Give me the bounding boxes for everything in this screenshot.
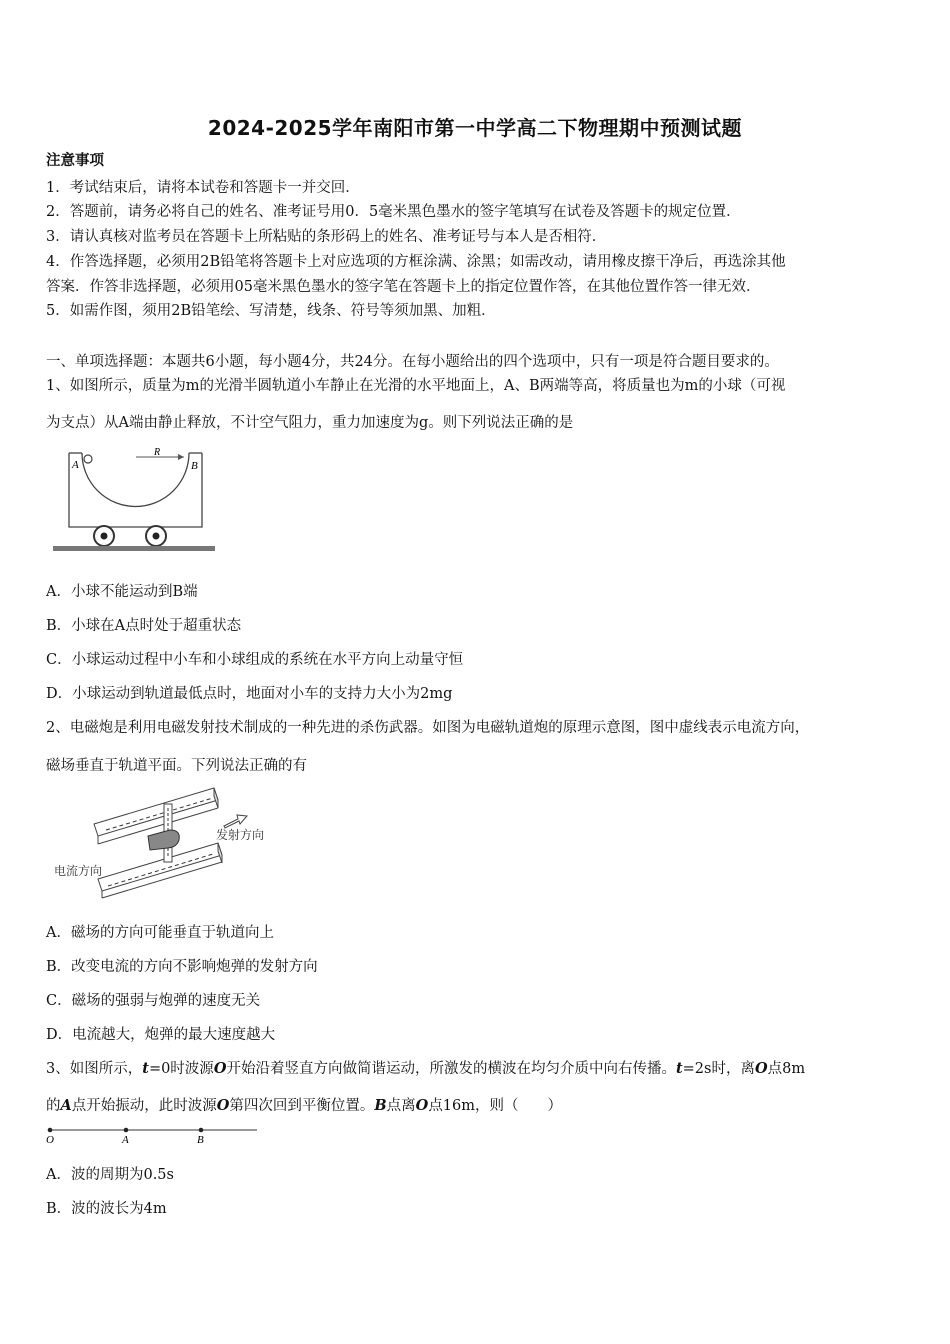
question-3-stem-line2: 的A点开始振动，此时波源O第四次回到平衡位置。B点离O点16m，则（ ） <box>46 1097 563 1114</box>
label-o: O <box>46 1134 54 1146</box>
label-a: A <box>72 459 79 471</box>
cart-track-figure <box>50 444 220 556</box>
question-1-stem-line1: 1、如图所示，质量为m的光滑半圆轨道小车静止在光滑的水平地面上，A、B两端等高，将质量也为m的小球（可视 <box>46 378 786 394</box>
notice-heading: 注意事项 <box>46 152 104 169</box>
option-a: A．波的周期为0.5s <box>46 1167 174 1183</box>
option-a: A．小球不能运动到B端 <box>46 584 198 600</box>
launch-direction-label: 发射方向 <box>216 828 265 842</box>
option-c: C．小球运动过程中小车和小球组成的系统在水平方向上动量守恒 <box>46 652 464 668</box>
notice-item: 2．答题前，请务必将自己的姓名、准考证号用0．5毫米黑色墨水的签字笔填写在试卷及答题卡的规定位置． <box>46 204 741 220</box>
question-1-stem-line2: 为支点）从A端由静止释放，不计空气阻力，重力加速度为g。则下列说法正确的是 <box>46 415 574 431</box>
ground <box>53 546 215 551</box>
railgun-figure <box>48 786 288 900</box>
point-a <box>124 1128 129 1133</box>
question-3-stem-line1: 3、如图所示，t=0时波源O开始沿着竖直方向做简谐运动，所激发的横波在均匀介质中向右传播。t=2s时，离O点8m <box>46 1060 806 1077</box>
projectile-icon <box>148 830 179 850</box>
wave-line-figure <box>44 1124 260 1146</box>
label-a: A <box>122 1134 129 1146</box>
option-d: D．电流越大，炮弹的最大速度越大 <box>46 1027 276 1043</box>
option-a: A．磁场的方向可能垂直于轨道向上 <box>46 925 274 941</box>
option-b: B．小球在A点时处于超重状态 <box>46 618 242 634</box>
label-b: B <box>191 460 198 472</box>
notice-item: 4．作答选择题，必须用2B铅笔将答题卡上对应选项的方框涂满、涂黑；如需改动，请用橡皮擦干净后，再选涂其他 <box>46 254 786 270</box>
point-o <box>48 1128 53 1133</box>
option-d: D．小球运动到轨道最低点时，地面对小车的支持力大小为2mg <box>46 686 453 702</box>
point-b <box>199 1128 204 1133</box>
notice-item: 3．请认真核对监考员在答题卡上所粘贴的条形码上的姓名、准考证号与本人是否相符． <box>46 229 607 245</box>
label-b: B <box>197 1134 204 1146</box>
notice-item: 5．如需作图，须用2B铅笔绘、写清楚，线条、符号等须加黑、加粗． <box>46 303 496 319</box>
question-2-stem-line2: 磁场垂直于轨道平面。下列说法正确的有 <box>46 758 307 774</box>
label-r: R <box>154 447 161 458</box>
notice-item: 1．考试结束后，请将本试卷和答题卡一并交回． <box>46 180 360 196</box>
ball-icon <box>84 455 92 463</box>
page-title: 2024-2025学年南阳市第一中学高二下物理期中预测试题 <box>207 116 743 140</box>
option-c: C．磁场的强弱与炮弹的速度无关 <box>46 993 261 1009</box>
option-b: B．改变电流的方向不影响炮弹的发射方向 <box>46 959 318 975</box>
section-heading: 一、单项选择题：本题共6小题，每小题4分，共24分。在每小题给出的四个选项中，只有一项是符合题目要求的。 <box>46 354 779 370</box>
question-2-stem-line1: 2、电磁炮是利用电磁发射技术制成的一种先进的杀伤武器。如图为电磁轨道炮的原理示意图，图中虚线表示电流方向， <box>46 720 810 736</box>
option-b: B．波的波长为4m <box>46 1201 167 1217</box>
notice-item: 答案．作答非选择题，必须用05毫米黑色墨水的签字笔在答题卡上的指定位置作答，在其他位置作答一律无效． <box>46 279 761 295</box>
current-direction-label: 电流方向 <box>54 864 103 878</box>
